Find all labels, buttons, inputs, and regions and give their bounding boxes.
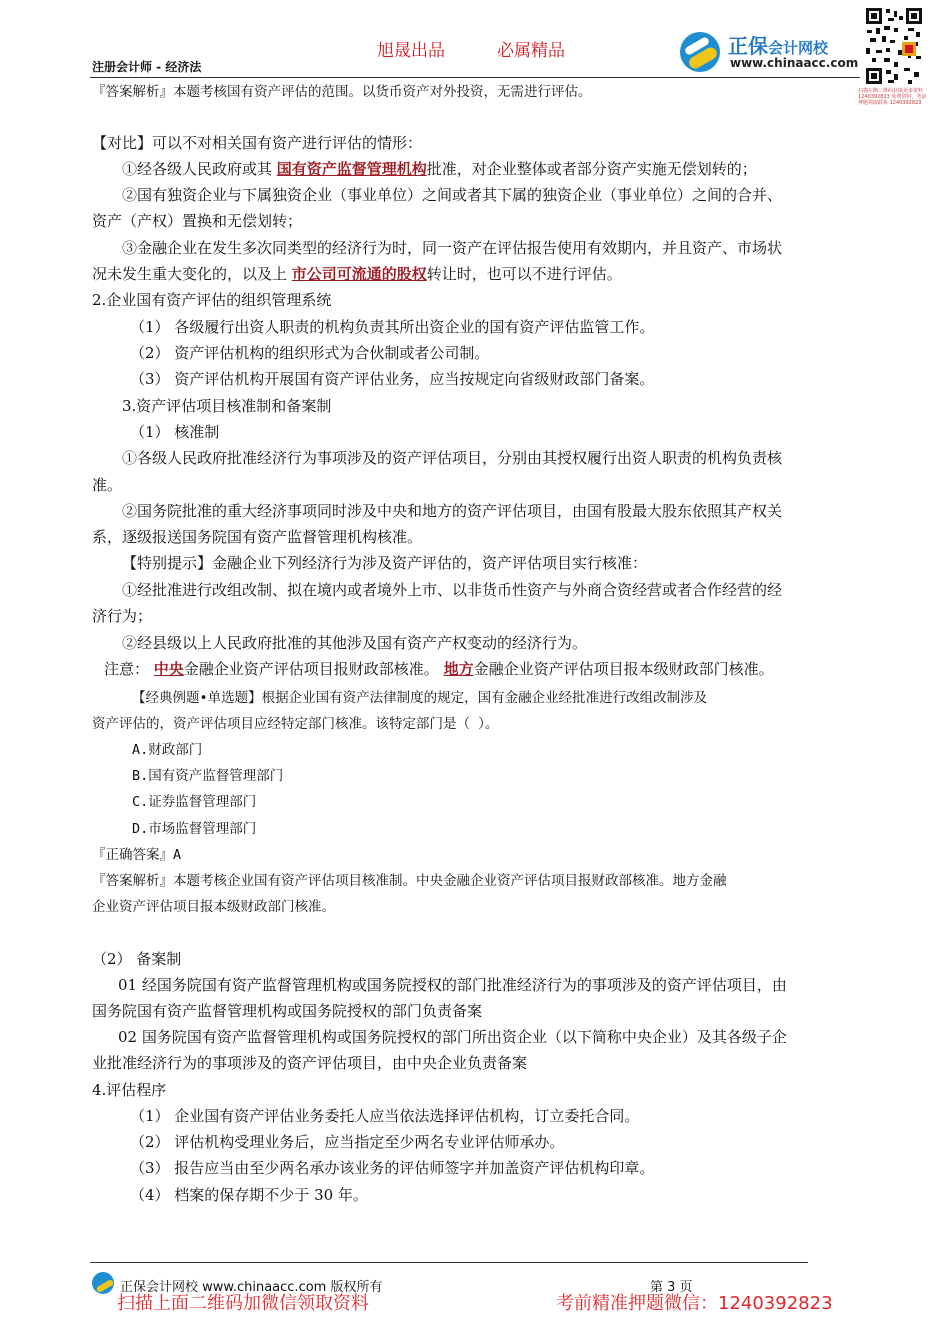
highlight-sasac: 国有资产监督管理机构 (276, 160, 427, 178)
procedure-item-1: （1） 企业国有资产评估业务委托人应当依法选择评估机构，订立委托合同。 (130, 1107, 640, 1125)
section-2-item-1: （1） 各级履行出资人职责的机构负责其所出资企业的国有资产评估监管工作。 (130, 318, 655, 336)
section-2-item-2: （2） 资产评估机构的组织形式为合伙制或者公司制。 (130, 344, 490, 362)
special-note-heading: 【特别提示】金融企业下列经济行为涉及资产评估的，资产评估项目实行核准： (122, 554, 648, 572)
approval-para-1a: ①各级人民政府批准经济行为事项涉及的资产评估项目，分别由其授权履行出资人职责的机构负责核 (122, 449, 783, 467)
para-exempt-3a: ③金融企业在发生多次同类型的经济行为时，同一资产在评估报告使用有效期内，并且资产、市场状 (122, 239, 783, 257)
slogan-left: 旭晟出品 (377, 41, 445, 61)
option-b: B.国有资产监督管理部门 (132, 768, 284, 784)
answer-explanation-1: 『答案解析』本题考核国有资产评估的范围。以货币资产对外投资，无需进行评估。 (92, 84, 592, 100)
comparison-heading: 【对比】可以不对相关国有资产进行评估的情形： (92, 134, 423, 152)
section-3-heading: 3.资产评估项目核准制和备案制 (122, 397, 332, 415)
filing-para-1a: 01 经国务院国有资产监督管理机构或国务院授权的部门批准经济行为的事项涉及的资产评估项目，由 (118, 976, 787, 994)
approval-system-heading: （1） 核准制 (130, 423, 220, 441)
logo-title: 正保会计网校 (728, 34, 829, 58)
footer-logo-icon (92, 1272, 114, 1294)
filing-system-heading: （2） 备案制 (92, 950, 182, 968)
procedure-item-2: （2） 评估机构受理业务后，应当指定至少两名专业评估师承办。 (130, 1133, 565, 1151)
qr-code-icon (864, 6, 924, 86)
filing-para-2b: 业批准经济行为的事项涉及的资产评估项目，由中央企业负责备案 (92, 1054, 528, 1072)
special-note-2: ②经县级以上人民政府批准的其他涉及国有资产产权变动的经济行为。 (122, 634, 588, 652)
special-note-1b: 济行为； (92, 607, 153, 625)
section-2-heading: 2.企业国有资产评估的组织管理系统 (92, 291, 332, 309)
page-number: 第 3 页 (650, 1280, 693, 1295)
footer-rule (90, 1262, 808, 1263)
footer-copyright: 正保会计网校 www.chinaacc.com 版权所有 (120, 1280, 383, 1295)
special-note-1a: ①经批准进行改组改制、拟在境内或者境外上市、以非货币性资产与外商合资经营或者合作经营的经 (122, 581, 783, 599)
answer-explanation-2a: 『答案解析』本题考核企业国有资产评估项目核准制。中央金融企业资产评估项目报财政部核准。地方金融 (92, 873, 727, 889)
option-a: A.财政部门 (132, 742, 203, 758)
highlight-listed-shares: 市公司可流通的股权 (291, 265, 427, 283)
approval-para-1b: 准。 (92, 476, 123, 494)
filing-para-1b: 国务院国有资产监督管理机构或国务院授权的部门负责备案 (92, 1002, 483, 1020)
example-question-2: 资产评估的，资产评估项目应经特定部门核准。该特定部门是（ ）。 (92, 716, 499, 732)
promo-wechat: 考前精准押题微信：1240392823 (556, 1293, 833, 1314)
answer-explanation-2b: 企业资产评估项目报本级财政部门核准。 (92, 899, 335, 915)
option-d: D.市场监督管理部门 (132, 821, 257, 837)
filing-para-2a: 02 国务院国有资产监督管理机构或国务院授权的部门所出资企业（以下简称中央企业）及其各级子企 (118, 1028, 787, 1046)
slogan-right: 必属精品 (497, 41, 565, 61)
highlight-local: 地方 (443, 660, 474, 678)
procedure-item-4: （4） 档案的保存期不少于 30 年。 (130, 1186, 368, 1204)
chinaacc-logo (680, 30, 858, 74)
correct-answer: 『正确答案』A (92, 847, 182, 863)
logo-url: www.chinaacc.com (730, 56, 859, 70)
section-2-item-3: （3） 资产评估机构开展国有资产评估业务，应当按规定向省级财政部门备案。 (130, 370, 655, 388)
para-exempt-3b: 况未发生重大变化的，以及上 市公司可流通的股权转让时，也可以不进行评估。 (92, 265, 622, 283)
logo-emblem-icon (680, 32, 720, 72)
promo-scan-qr: 扫描上面二维码加微信领取资料 (117, 1293, 369, 1314)
header-rule (90, 77, 860, 78)
section-4-heading: 4.评估程序 (92, 1081, 167, 1099)
attention-note: 注意： 中央金融企业资产评估项目报财政部核准。 地方金融企业资产评估项目报本级财政部门核准。 (104, 660, 774, 678)
approval-para-2a: ②国务院批准的重大经济事项同时涉及中央和地方的资产评估项目，由国有股最大股东依照其产权关 (122, 502, 783, 520)
procedure-item-3: （3） 报告应当由至少两名承办该业务的评估师签字并加盖资产评估机构印章。 (130, 1159, 655, 1177)
course-title: 注册会计师 - 经济法 (92, 60, 202, 74)
approval-para-2b: 系，逐级报送国务院国有资产监督管理机构核准。 (92, 528, 423, 546)
para-exempt-1: ①经各级人民政府或其 国有资产监督管理机构批准，对企业整体或者部分资产实施无偿划转的； (122, 160, 757, 178)
para-exempt-2b: 资产（产权）置换和无偿划转； (92, 212, 303, 230)
example-question-1: 【经典例题•单选题】根据企业国有资产法律制度的规定，国有金融企业经批准进行改组改制涉及 (132, 690, 708, 706)
option-c: C.证券监督管理部门 (132, 794, 257, 810)
para-exempt-2a: ②国有独资企业与下属独资企业（事业单位）之间或者其下属的独资企业（事业单位）之间的合并、 (122, 186, 783, 204)
qr-caption: 扫描左侧二维码获取更多资料 1240392823 免费资料，考前押题领取联系 1240392823 (858, 88, 927, 106)
highlight-central: 中央 (153, 660, 184, 678)
